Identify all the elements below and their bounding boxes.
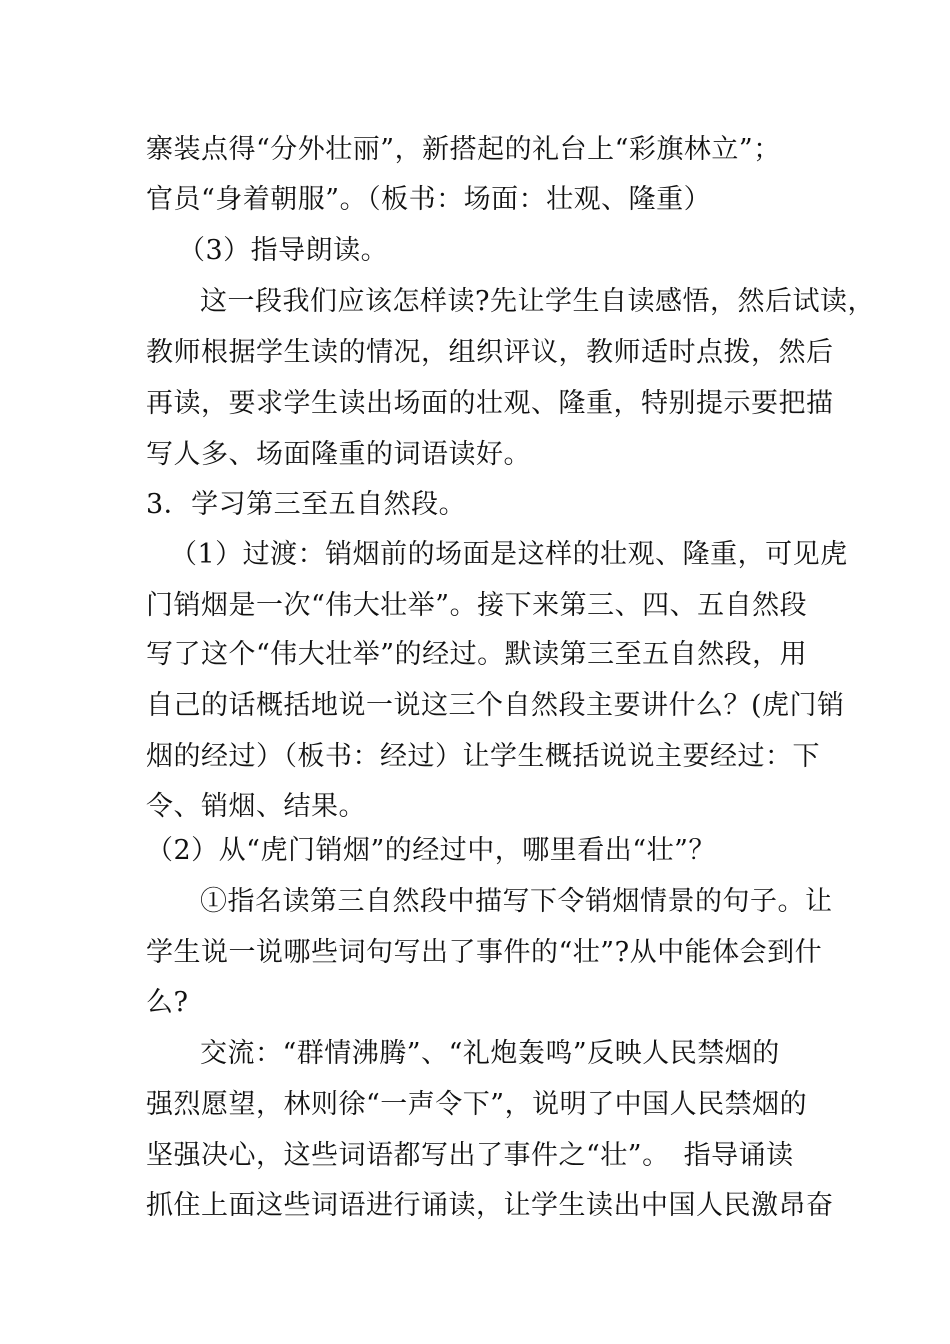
text-line: 教师根据学生读的情况，组织评议，教师适时点拨，然后 (146, 337, 834, 368)
section-heading: 3．学习第三至五自然段。 (146, 489, 467, 520)
text-line: 自己的话概括地说一说这三个自然段主要讲什么？(虎门销 (146, 690, 845, 721)
text-line: 交流：“群情沸腾”、“礼炮轰鸣”反映人民禁烟的 (200, 1038, 780, 1069)
text-line: 学生说一说哪些词句写出了事件的“壮”?从中能体会到什 (146, 937, 823, 968)
text-line: 抓住上面这些词语进行诵读，让学生读出中国人民激昂奋 (146, 1190, 834, 1221)
text-line: 这一段我们应该怎样读?先让学生自读感悟，然后试读， (200, 286, 875, 317)
text-line: 强烈愿望，林则徐“一声令下”，说明了中国人民禁烟的 (146, 1089, 808, 1120)
text-line: 坚强决心，这些词语都写出了事件之“壮”。 指导诵读 (146, 1140, 794, 1171)
text-line: 寨装点得“分外壮丽”，新搭起的礼台上“彩旗林立”； (146, 134, 781, 165)
text-line: （2）从“虎门销烟”的经过中，哪里看出“壮”？ (146, 835, 716, 866)
text-line: 令、销烟、结果。 (146, 791, 366, 822)
text-line: （1）过渡：销烟前的场面是这样的壮观、隆重，可见虎 (170, 539, 848, 570)
text-line: 烟的经过）（板书：经过）让学生概括说说主要经过：下 (146, 741, 820, 772)
text-line: （3）指导朗读。 (178, 235, 389, 266)
text-line: 门销烟是一次“伟大壮举”。接下来第三、四、五自然段 (146, 590, 808, 621)
text-line: 官员“身着朝服”。（板书：场面：壮观、隆重） (146, 184, 712, 215)
text-line: 再读，要求学生读出场面的壮观、隆重，特别提示要把描 (146, 388, 834, 419)
text-line: 么? (146, 987, 189, 1018)
text-line: 写了这个“伟大壮举”的经过。默读第三至五自然段，用 (146, 639, 808, 670)
text-line: 写人多、场面隆重的词语读好。 (146, 439, 531, 470)
text-line: ①指名读第三自然段中描写下令销烟情景的句子。让 (200, 886, 833, 917)
